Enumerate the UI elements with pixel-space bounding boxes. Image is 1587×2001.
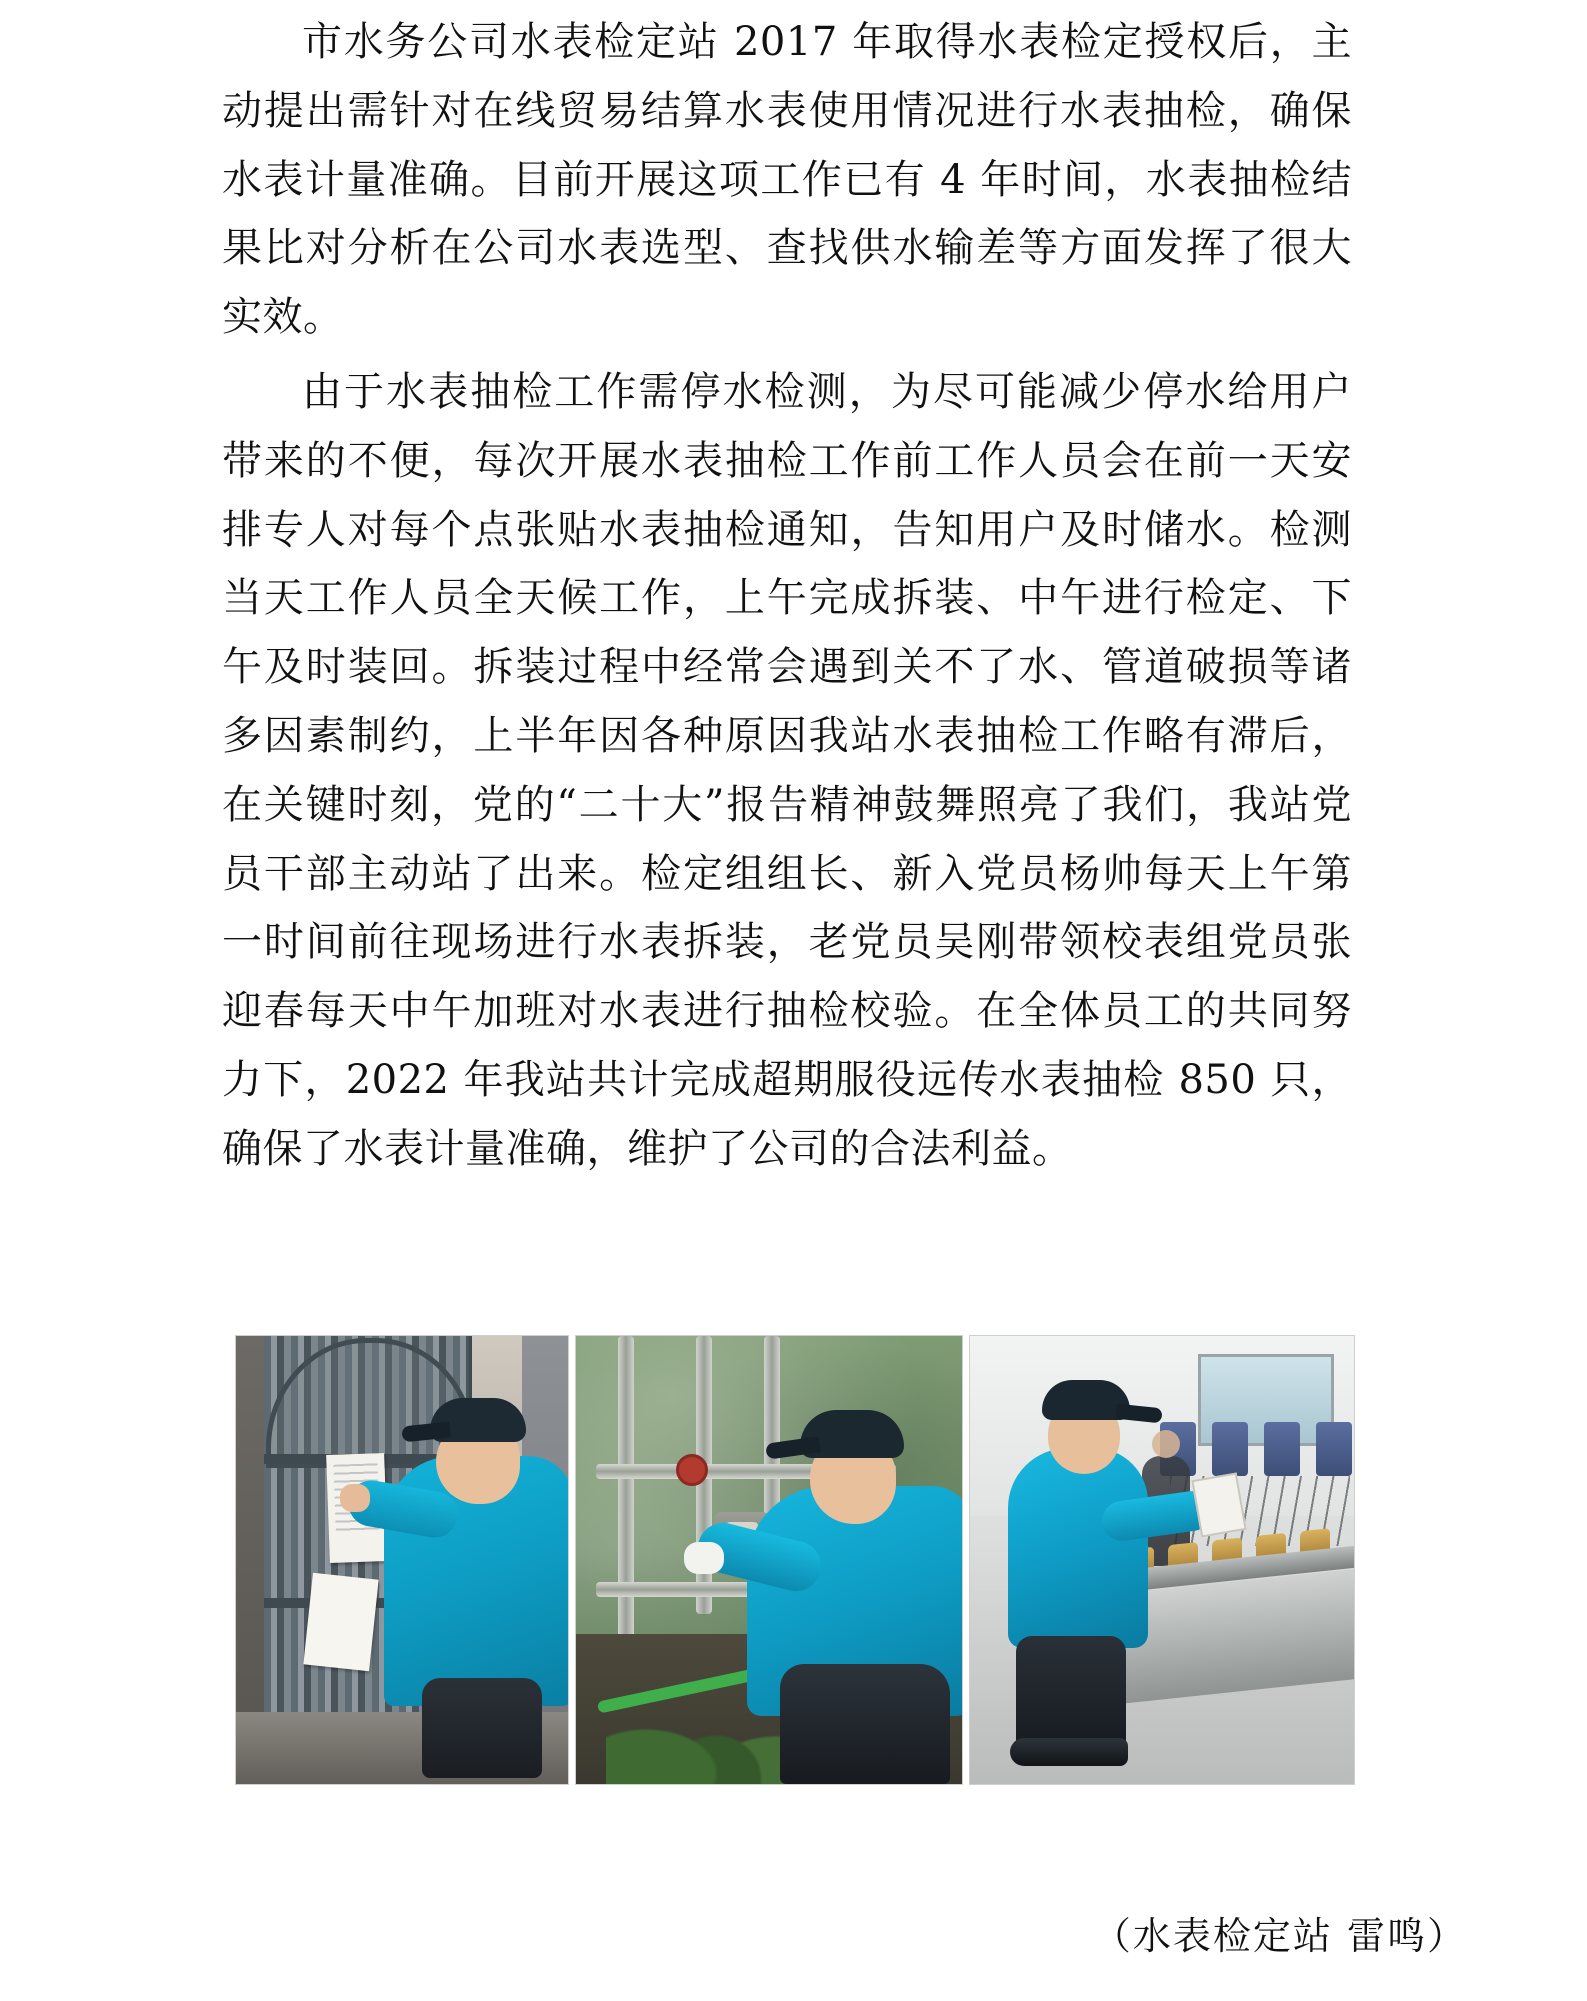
photo-test-bench [969,1335,1355,1785]
photo3-worker-torso [1008,1448,1148,1648]
photo2-worker-glove [684,1542,724,1574]
article-body [222,8,1352,1190]
photo2-pipe-vertical-1 [618,1336,634,1664]
photo-pipe-work [575,1335,963,1785]
article-signature: （水表检定站 雷鸣） [1092,1914,1467,1958]
paragraph-1: 市水务公司水表检定站 2017 年取得水表检定授权后，主动提出需针对在线贸易结算水表使用情况进行水表抽检，确保水表计量准确。目前开展这项工作已有 4 年时间，水表抽检结果比对分析在公司水表选型、查找供水输差等方面发挥了很大实效。 [222,19,1352,341]
photo2-worker-legs [780,1664,950,1784]
photo3-worker-shoe [1010,1738,1128,1766]
photo3-clipboard [1191,1472,1246,1537]
photo1-worker-hand [340,1484,370,1512]
photo-posting-notice [235,1335,569,1785]
paragraph-2: 由于水表抽检工作需停水检测，为尽可能减少停水给用户带来的不便，每次开展水表抽检工作前工作人员会在前一天安排专人对每个点张贴水表抽检通知，告知用户及时储水。检测当天工作人员全天候工作，上午完成拆装、中午进行检定、下午及时装回。拆装过程中经常会遇到关不了水、管道破损等诸多因素制约，上半年因各种原因我站水表抽检工作略有滞后，在关键时刻，党的“二十大”报告精神鼓舞照亮了我们，我站党员干部主动站了出来。检定组组长、新入党员杨帅每天上午第一时间前往现场进行水表拆装，老党员吴刚带领校表组党员张迎春每天中午加班对水表进行抽检校验。在全体员工的共同努力下，2022 年我站共计完成超期服役远传水表抽检 850 只，确保了水表计量准确，维护了公司的合法利益。 [222,368,1352,1172]
photo1-worker-legs [422,1678,542,1778]
photo1-held-paper [303,1573,378,1671]
photo-strip [235,1335,1355,1785]
photo2-valve-red [676,1454,708,1486]
